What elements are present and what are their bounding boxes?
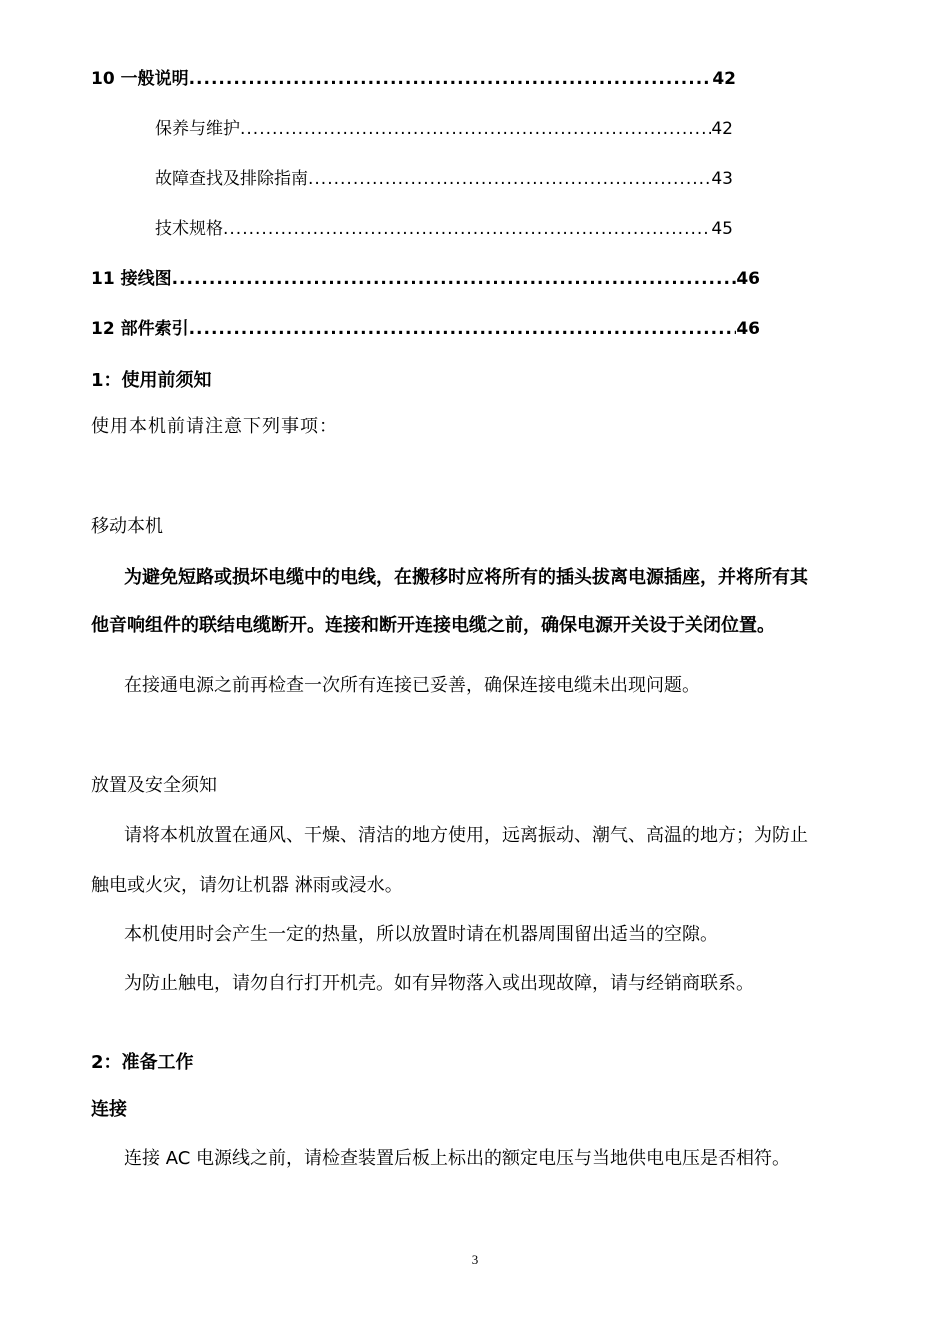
toc-entry[interactable] xyxy=(91,264,760,289)
toc-page: 43 xyxy=(711,169,733,189)
paragraph: 请将本机放置在通风、干燥、清洁的地方使用，远离振动、潮气、高温的地方；为防止 xyxy=(124,825,808,846)
paragraph: 连接 AC 电源线之前，请检查装置后板上标出的额定电压与当地供电电压是否相符。 xyxy=(124,1148,791,1169)
toc-leader xyxy=(172,269,737,289)
subsection-title: 放置及安全须知 xyxy=(91,775,217,796)
toc-label: 10 一般说明 xyxy=(91,69,189,89)
intro-text: 使用本机前请注意下列事项： xyxy=(91,416,338,437)
toc-page: 45 xyxy=(711,219,733,239)
toc-page: 46 xyxy=(736,269,760,289)
toc-label: 保养与维护 xyxy=(155,119,240,139)
section-heading: 1：使用前须知 xyxy=(91,370,212,391)
toc-page: 42 xyxy=(711,119,733,139)
subsection-title: 连接 xyxy=(91,1099,127,1120)
paragraph: 触电或火灾，请勿让机器 淋雨或浸水。 xyxy=(91,875,403,896)
toc-leader xyxy=(189,319,737,339)
toc-page: 46 xyxy=(736,319,760,339)
toc-leader xyxy=(223,219,711,239)
toc-entry[interactable] xyxy=(155,114,733,139)
subsection-title: 移动本机 xyxy=(91,516,163,537)
toc-label: 11 接线图 xyxy=(91,269,172,289)
toc-leader xyxy=(308,169,711,189)
toc-label: 故障查找及排除指南 xyxy=(155,169,308,189)
warning-text: 为避免短路或损坏电缆中的电线，在搬移时应将所有的插头拔离电源插座，并将所有其 xyxy=(124,567,808,588)
section-heading: 2：准备工作 xyxy=(91,1052,194,1073)
toc-entry[interactable] xyxy=(155,214,733,239)
toc-entry[interactable] xyxy=(155,164,733,189)
toc-label: 技术规格 xyxy=(155,219,223,239)
paragraph: 为防止触电，请勿自行打开机壳。如有异物落入或出现故障，请与经销商联系。 xyxy=(124,973,754,994)
toc-leader xyxy=(189,69,713,89)
toc-page: 42 xyxy=(712,69,736,89)
page-number: 3 xyxy=(471,1252,479,1267)
toc-entry[interactable] xyxy=(91,64,736,89)
warning-text: 他音响组件的联结电缆断开。连接和断开连接电缆之前，确保电源开关设于关闭位置。 xyxy=(91,615,775,636)
paragraph: 在接通电源之前再检查一次所有连接已妥善，确保连接电缆未出现问题。 xyxy=(124,675,700,696)
toc-leader xyxy=(240,119,711,139)
toc-entry[interactable] xyxy=(91,314,760,339)
paragraph: 本机使用时会产生一定的热量，所以放置时请在机器周围留出适当的空隙。 xyxy=(124,924,718,945)
toc-label: 12 部件索引 xyxy=(91,319,189,339)
